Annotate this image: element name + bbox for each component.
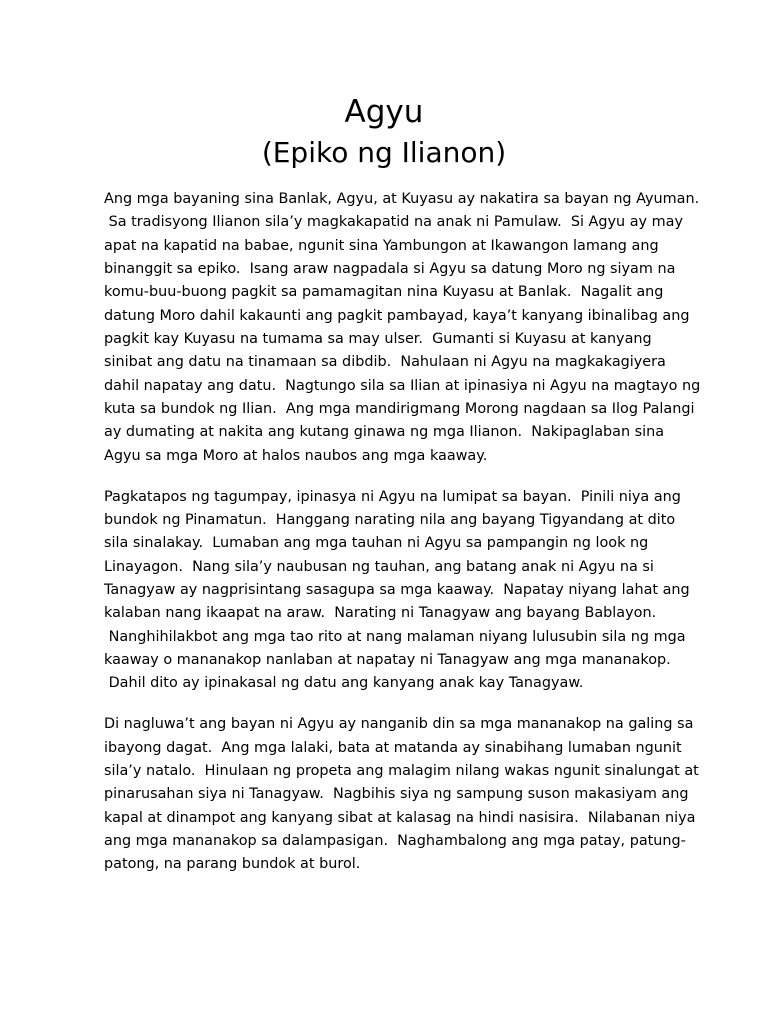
text-line: binanggit sa epiko. Isang araw nagpadala si Agyu sa datung Moro ng siyam na xyxy=(104,261,676,278)
text-line: pagkit kay Kuyasu na tumama sa may ulser. Gumanti si Kuyasu at kanyang xyxy=(104,331,652,348)
text-line: sila sinalakay. Lumaban ang mga tauhan ni Agyu sa pampangin ng look ng xyxy=(104,535,649,552)
text-line: dahil napatay ang datu. Nagtungo sila sa Ilian at ipinasiya ni Agyu na magtayo ng xyxy=(104,377,701,394)
document-title: Agyu xyxy=(344,94,424,130)
paragraph-2 xyxy=(104,486,690,696)
text-line: Agyu sa mga Moro at halos naubos ang mga kaaway. xyxy=(104,447,488,464)
document-body xyxy=(104,188,701,877)
text-line: datung Moro dahil kakaunti ang pagkit pambayad, kaya’t kanyang ibinalibag ang xyxy=(104,307,690,324)
text-line: kapal at dinampot ang kanyang sibat at kalasag na hindi nasisira. Nilabanan niya xyxy=(104,809,696,826)
text-line: apat na kapatid na babae, ngunit sina Yambungon at Ikawangon lamang ang xyxy=(104,237,659,254)
text-line: kaaway o mananakop nanlaban at napatay ni Tanagyaw ang mga mananakop. xyxy=(104,652,671,669)
text-line: komu-buu-buong pagkit sa pamamagitan nina Kuyasu at Banlak. Nagalit ang xyxy=(104,284,664,301)
text-line: kuta sa bundok ng Ilian. Ang mga mandirigmang Morong nagdaan sa Ilog Palangi xyxy=(104,401,695,418)
paragraph-1 xyxy=(104,188,701,468)
text-line: sinibat ang datu na tinamaan sa dibdib. Nahulaan ni Agyu na magkakagiyera xyxy=(104,354,666,371)
text-line: Tanagyaw ay nagprisintang sasagupa sa mga kaaway. Napatay niyang lahat ang xyxy=(104,582,690,598)
paragraph-gap xyxy=(104,696,680,714)
paragraph-gap xyxy=(104,468,680,486)
text-line: sila’y natalo. Hinulaan ng propeta ang malagim nilang wakas ngunit sinalungat at xyxy=(104,762,699,779)
text-line: pinarusahan siya ni Tanagyaw. Nagbihis siya ng sampung suson makasiyam ang xyxy=(104,786,689,803)
text-line: bundok ng Pinamatun. Hanggang narating nila ang bayang Tigyandang at dito xyxy=(104,511,676,528)
text-line: Linayagon. Nang sila’y naubusan ng tauhan, ang batang anak ni Agyu na si xyxy=(104,558,654,575)
document-subtitle: (Epiko ng Ilianon) xyxy=(261,136,507,169)
text-line: Sa tradisyong Ilianon sila’y magkakapatid na anak ni Pamulaw. Si Agyu ay may xyxy=(104,214,683,231)
text-line: ang mga mananakop sa dalampasigan. Naghambalong ang mga patay, patung- xyxy=(104,832,686,849)
text-line: ay dumating at nakita ang kutang ginawa ng mga Ilianon. Nakipaglaban sina xyxy=(104,424,665,441)
paragraph-3 xyxy=(104,713,699,876)
text-line: Nanghihilakbot ang mga tao rito at nang malaman niyang lulusubin sila ng mga xyxy=(104,628,686,645)
text-line: Di nagluwa’t ang bayan ni Agyu ay nanganib din sa mga mananakop na galing sa xyxy=(104,716,694,733)
text-line: ibayong dagat. Ang mga lalaki, bata at matanda ay sinabihang lumaban ngunit xyxy=(104,739,682,756)
text-line: patong, na parang bundok at burol. xyxy=(104,856,361,873)
text-line: Dahil dito ay ipinakasal ng datu ang kanyang anak kay Tanagyaw. xyxy=(104,675,584,692)
text-line: kalaban nang ikaapat na araw. Narating ni Tanagyaw ang bayang Bablayon. xyxy=(104,605,657,622)
text-line: Ang mga bayaning sina Banlak, Agyu, at Kuyasu ay nakatira sa bayan ng Ayuman. xyxy=(104,191,700,207)
text-line: Pagkatapos ng tagumpay, ipinasya ni Agyu na lumipat sa bayan. Pinili niya ang xyxy=(104,488,681,505)
